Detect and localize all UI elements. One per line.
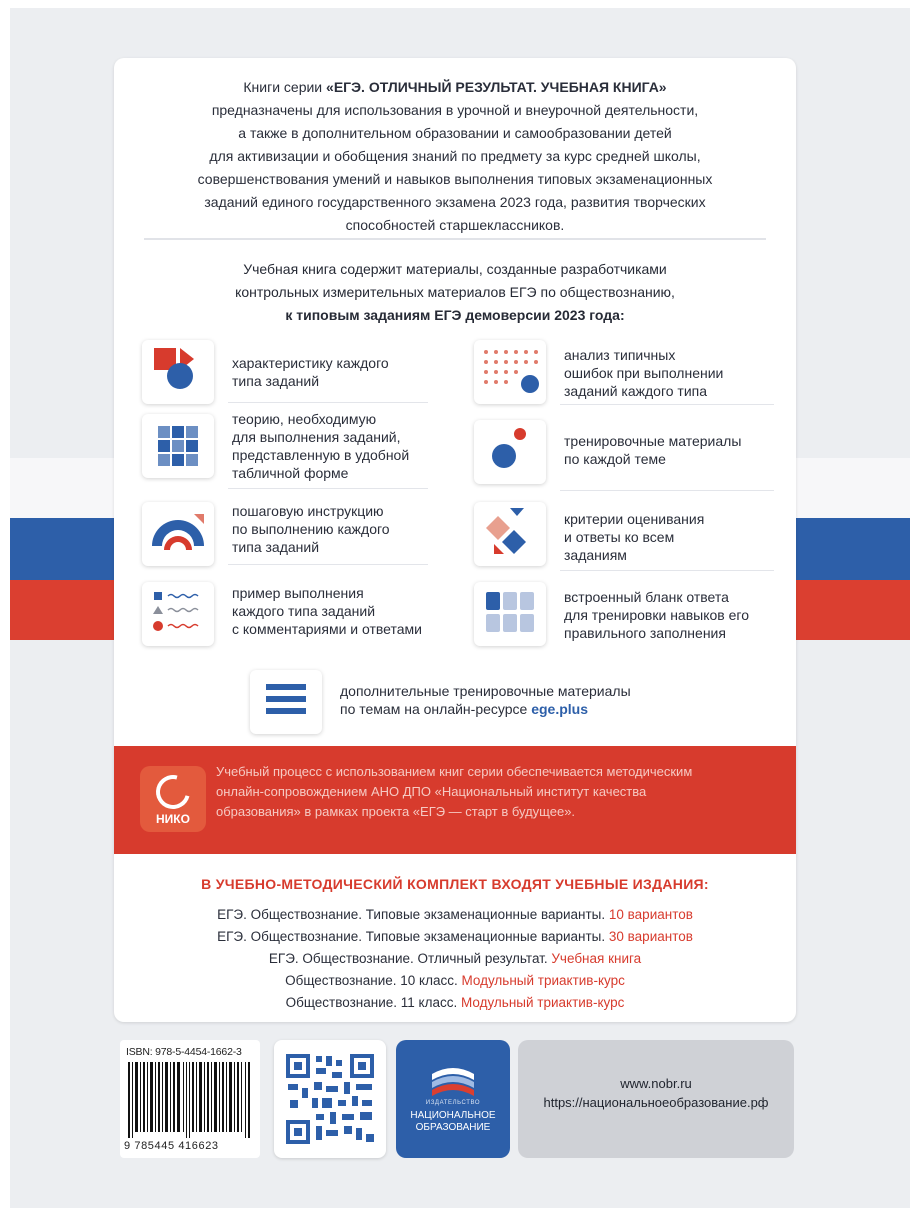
- isbn-label: ISBN: 978-5-4454-1662-3: [126, 1046, 242, 1058]
- feature-line: пример выполнения: [232, 585, 364, 601]
- kit-item-highlight: Модульный триактив-курс: [461, 973, 625, 988]
- intro-line: предназначены для использования в урочной и внеурочной деятельности,: [211, 102, 699, 118]
- feature-line: каждого типа заданий: [232, 603, 376, 619]
- niko-ring-icon: [150, 769, 196, 815]
- feature-line: характеристику каждого: [232, 355, 389, 371]
- intro-line: для активизации и обобщения знаний по предмету за курс средней школы,: [209, 148, 701, 164]
- publisher-label: ИЗДАТЕЛЬСТВО: [425, 1100, 481, 1106]
- feature-line: с комментариями и ответами: [232, 621, 422, 637]
- feature-line: заданиям: [564, 547, 627, 563]
- table-grid-icon: [142, 414, 214, 478]
- publisher-emblem-icon: [428, 1058, 478, 1098]
- publisher-name-line: ОБРАЗОВАНИЕ: [415, 1122, 491, 1133]
- qr-code[interactable]: [274, 1040, 386, 1158]
- feature-line: дополнительные тренировочные материалы: [340, 683, 631, 699]
- website-link[interactable]: https://национальноеобразование.рф: [543, 1095, 769, 1110]
- feature-line: для тренировки навыков его: [564, 607, 749, 623]
- separator: [560, 404, 774, 405]
- kit-item-text: Обществознание. 11 класс.: [285, 995, 461, 1010]
- separator: [560, 490, 774, 491]
- diamonds-icon: [474, 502, 546, 566]
- niko-logo-text: НИКО: [156, 812, 190, 826]
- flag-white-stripe-left: [10, 458, 116, 518]
- barcode-icon: [128, 1062, 252, 1138]
- support-line: онлайн-сопровождением АНО ДПО «Национальный институт качества: [216, 784, 647, 799]
- contents-heading: к типовым заданиям ЕГЭ демоверсии 2023 года:: [285, 307, 625, 323]
- kit-item-text: ЕГЭ. Обществознание. Типовые экзаменационные варианты.: [217, 929, 609, 944]
- feature-characteristics: [232, 354, 389, 390]
- flag-white-stripe-right: [796, 458, 910, 518]
- kit-title: В УЧЕБНО-МЕТОДИЧЕСКИЙ КОМПЛЕКТ ВХОДЯТ УЧЕБНЫЕ ИЗДАНИЯ:: [201, 876, 709, 892]
- feature-instructions: [232, 502, 390, 556]
- flag-red-stripe-left: [10, 580, 116, 640]
- series-name: «ЕГЭ. ОТЛИЧНЫЙ РЕЗУЛЬТАТ. УЧЕБНАЯ КНИГА»: [326, 79, 667, 95]
- feature-line: встроенный бланк ответа: [564, 589, 729, 605]
- series-description: [114, 76, 796, 237]
- feature-line: табличной форме: [232, 465, 349, 481]
- feature-line: по выполнению каждого: [232, 521, 390, 537]
- kit-item-highlight: 10 вариантов: [608, 907, 693, 922]
- feature-line: представленную в удобной: [232, 447, 410, 463]
- intro-line: совершенствования умений и навыков выполнения типовых экзаменационных: [197, 171, 713, 187]
- publisher-logo: [396, 1040, 510, 1158]
- support-line: Учебный процесс с использованием книг серии обеспечивается методическим: [216, 764, 693, 779]
- websites-panel: [518, 1040, 794, 1158]
- intro-prefix: Книги серии: [243, 79, 327, 95]
- feature-line: пошаговую инструкцию: [232, 503, 384, 519]
- flag-blue-stripe-left: [10, 518, 116, 580]
- separator: [228, 488, 428, 489]
- kit-item-highlight: Учебная книга: [551, 951, 642, 966]
- feature-line: для выполнения заданий,: [232, 429, 401, 445]
- intro-line: заданий единого государственного экзамена 2023 года, развития творческих: [204, 194, 706, 210]
- publisher-name: [396, 1110, 510, 1134]
- feature-examples: [232, 584, 422, 638]
- feature-line: типа заданий: [232, 539, 320, 555]
- feature-criteria: [564, 510, 704, 564]
- intro-line: а также в дополнительном образовании и самообразовании детей: [238, 125, 672, 141]
- shapes-icon: [142, 340, 214, 404]
- kit-item-text: Обществознание. 10 класс.: [285, 973, 462, 988]
- separator: [228, 402, 428, 403]
- feature-line: теорию, необходимую: [232, 411, 377, 427]
- feature-training: [564, 432, 741, 468]
- kit-item: [114, 970, 796, 992]
- feature-line: анализ типичных: [564, 347, 676, 363]
- info-card: [114, 58, 796, 1022]
- feature-answer-form: [564, 588, 749, 642]
- example-list-icon: [142, 582, 214, 646]
- kit-item: [114, 904, 796, 926]
- feature-error-analysis: [564, 346, 723, 400]
- separator: [228, 564, 428, 565]
- contents-intro: [114, 258, 796, 327]
- feature-line: по темам на онлайн-ресурсе: [340, 701, 532, 717]
- feature-line: заданий каждого типа: [564, 383, 708, 399]
- menu-lines-icon: [250, 670, 322, 734]
- feature-line: по каждой теме: [564, 451, 666, 467]
- website-link[interactable]: www.nobr.ru: [620, 1076, 692, 1091]
- kit-item: [114, 948, 796, 970]
- qr-code-icon: [286, 1054, 374, 1144]
- feature-line: ошибок при выполнении: [564, 365, 724, 381]
- niko-support-text: [216, 762, 776, 822]
- support-line: образования» в рамках проекта «ЕГЭ — старт в будущее».: [216, 804, 576, 819]
- separator: [560, 570, 774, 571]
- feature-line: тренировочные материалы: [564, 433, 742, 449]
- feature-online: [340, 682, 631, 718]
- circles-icon: [474, 420, 546, 484]
- kit-item-text: ЕГЭ. Обществознание. Типовые экзаменационные варианты.: [217, 907, 609, 922]
- kit-item-highlight: Модульный триактив-курс: [460, 995, 625, 1010]
- kit-item: [114, 926, 796, 948]
- answer-form-icon: [474, 582, 546, 646]
- feature-line: критерии оценивания: [564, 511, 705, 527]
- intro-line: способностей старшеклассников.: [345, 217, 565, 233]
- divider: [144, 238, 766, 240]
- kit-item-text: ЕГЭ. Обществознание. Отличный результат.: [268, 951, 552, 966]
- niko-support-band: [114, 746, 796, 854]
- kit-list: [114, 904, 796, 1014]
- kit-item-highlight: 30 вариантов: [608, 929, 693, 944]
- feature-line: и ответы ко всем: [564, 529, 675, 545]
- dots-grid-icon: [474, 340, 546, 404]
- kit-item: [114, 992, 796, 1014]
- arcs-icon: [142, 502, 214, 566]
- flag-red-stripe-right: [796, 580, 910, 640]
- flag-blue-stripe-right: [796, 518, 910, 580]
- feature-line: типа заданий: [232, 373, 320, 389]
- niko-logo: [140, 766, 206, 832]
- contents-line: Учебная книга содержит материалы, созданные разработчиками: [243, 261, 667, 277]
- isbn-digits: 9 785445 416623: [124, 1140, 219, 1152]
- publisher-name-line: НАЦИОНАЛЬНОЕ: [410, 1110, 496, 1121]
- contents-line: контрольных измерительных материалов ЕГЭ по обществознанию,: [235, 284, 675, 300]
- feature-line: правильного заполнения: [564, 625, 726, 641]
- feature-theory: [232, 410, 409, 482]
- isbn-barcode: [120, 1040, 260, 1158]
- ege-plus-link[interactable]: ege.plus: [531, 701, 588, 717]
